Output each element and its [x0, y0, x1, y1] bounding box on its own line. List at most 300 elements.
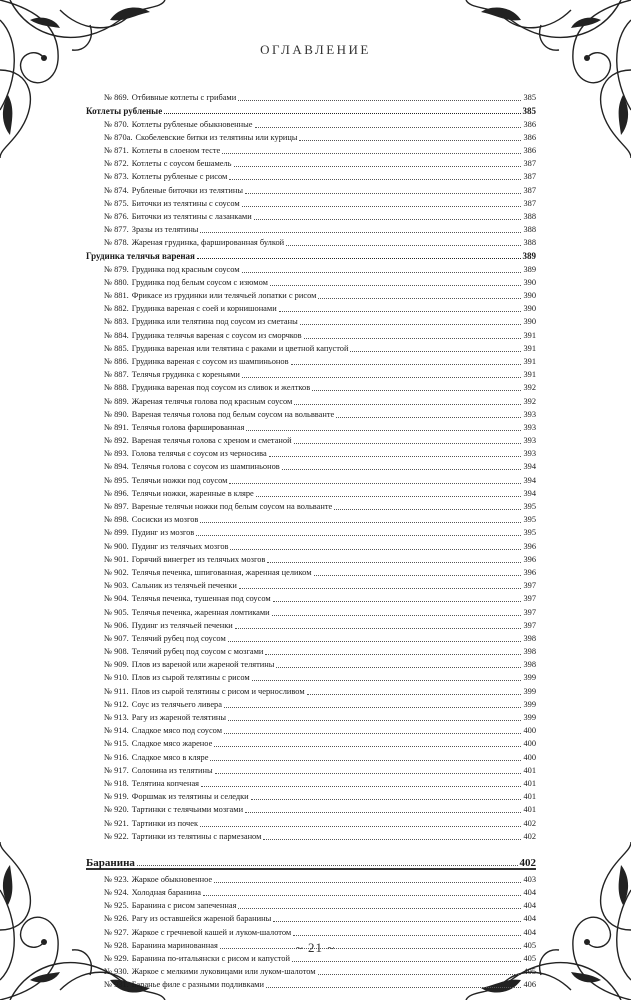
recipe-title: Жаркое с гречневой кашей и луком-шалотом — [131, 927, 292, 937]
dot-leader — [197, 258, 521, 259]
dot-leader — [252, 680, 522, 681]
recipe-title: Грудинка вареная под соусом из сливок и желтков — [131, 383, 311, 393]
page-ref: 397 — [523, 594, 536, 604]
dot-leader — [222, 153, 521, 154]
recipe-number: № 905. — [104, 607, 129, 617]
recipe-title: Скобелевские битки из телятины или курицы — [135, 132, 298, 142]
toc-entry[interactable] — [86, 472, 536, 485]
toc-entry[interactable] — [86, 209, 536, 222]
toc-entry[interactable] — [86, 116, 536, 129]
recipe-title: Зразы из телятины — [131, 225, 199, 235]
page-ref: 396 — [523, 554, 536, 564]
dot-leader — [214, 882, 521, 883]
section-title: Баранина — [86, 856, 135, 869]
recipe-number: № 882. — [104, 304, 129, 314]
recipe-title: Фрикасе из грудинки или телячьей лопатки с рисом — [131, 291, 317, 300]
dot-leader — [200, 826, 521, 827]
page-ref: 393 — [523, 436, 536, 446]
page-ref: 398 — [523, 633, 536, 643]
recipe-title: Вареные телячьи ножки под белым соусом на вольванте — [131, 502, 333, 511]
toc-entry[interactable] — [86, 380, 536, 393]
recipe-number: № 901. — [104, 554, 129, 564]
recipe-number: № 912. — [104, 699, 129, 709]
toc-entry[interactable] — [86, 446, 536, 459]
toc-entry[interactable] — [86, 235, 536, 248]
recipe-number: № 922. — [104, 831, 129, 841]
toc-entry[interactable] — [86, 604, 536, 617]
toc-entry[interactable] — [86, 911, 536, 924]
recipe-title: Грудинка вареная или телятина с раками и цветной капустой — [131, 343, 349, 353]
recipe-number: № 874. — [104, 185, 129, 195]
page-ref: 394 — [523, 488, 536, 498]
dot-leader — [336, 417, 521, 418]
dot-leader — [203, 895, 522, 896]
toc-entry[interactable] — [86, 314, 536, 327]
toc-entry[interactable] — [86, 512, 536, 525]
page-ref: 400 — [523, 726, 536, 736]
toc-entry[interactable] — [86, 591, 536, 604]
page-ref: 386 — [523, 119, 536, 129]
toc-entry[interactable] — [86, 222, 536, 235]
dot-leader — [256, 496, 522, 497]
page-ref: 388 — [523, 225, 536, 235]
recipe-title: Телятина копченая — [131, 778, 200, 788]
table-of-contents — [86, 90, 536, 990]
recipe-number: № 929. — [104, 954, 129, 963]
recipe-number: № 927. — [104, 927, 129, 937]
recipe-number: № 875. — [104, 198, 129, 208]
page-ref: 396 — [523, 567, 536, 577]
dot-leader — [228, 720, 521, 721]
dot-leader — [230, 549, 521, 550]
toc-entry[interactable] — [86, 90, 536, 103]
dot-leader — [314, 575, 522, 576]
dot-leader — [263, 839, 521, 840]
page-ref: 405 — [523, 954, 536, 963]
page-ref: 386 — [523, 132, 536, 142]
recipe-title: Грудинка под красным соусом — [131, 264, 240, 274]
section-title: Грудинка телячья вареная — [86, 251, 195, 262]
dot-leader — [224, 733, 521, 734]
toc-entry[interactable] — [86, 261, 536, 274]
dot-leader — [246, 430, 521, 431]
toc-entry[interactable] — [86, 885, 536, 898]
dot-leader — [267, 562, 521, 563]
toc-entry[interactable] — [86, 829, 536, 842]
toc-entry[interactable] — [86, 420, 536, 433]
page-ref: 395 — [523, 502, 536, 511]
toc-entry[interactable] — [86, 301, 536, 314]
dot-leader — [196, 535, 521, 536]
page-ref: 390 — [523, 317, 536, 327]
recipe-title: Отбивные котлеты с грибами — [131, 93, 237, 103]
dot-leader — [201, 786, 521, 787]
recipe-title: Биточки из телятины с соусом — [131, 198, 240, 208]
toc-entry[interactable] — [86, 354, 536, 367]
toc-section[interactable] — [86, 248, 536, 261]
page-ref: 404 — [523, 888, 536, 898]
recipe-number: № 879. — [104, 264, 129, 274]
toc-entry[interactable] — [86, 977, 536, 990]
toc-entry[interactable] — [86, 736, 536, 749]
recipe-title: Тартинки из телятины с пармезаном — [131, 831, 262, 841]
dot-leader — [229, 483, 521, 484]
recipe-title: Сосиски из мозгов — [131, 515, 199, 525]
recipe-number: № 921. — [104, 818, 129, 828]
recipe-number: № 915. — [104, 739, 129, 749]
recipe-number: № 930. — [104, 967, 129, 977]
toc-entry[interactable] — [86, 459, 536, 472]
recipe-title: Телячья печенка, шпигованная, жаренная целиком — [131, 567, 312, 577]
toc-entry[interactable] — [86, 776, 536, 789]
page-ref: 394 — [523, 462, 536, 472]
recipe-number: № 883. — [104, 317, 129, 327]
page-ref: 398 — [523, 647, 536, 657]
recipe-number: № 910. — [104, 673, 129, 683]
dot-leader — [200, 232, 521, 233]
recipe-title: Пудинг из телячьих мозгов — [131, 541, 229, 551]
page-ref: 399 — [523, 673, 536, 683]
recipe-title: Пудинг из телячьей печенки — [131, 620, 233, 630]
dot-leader — [276, 667, 521, 668]
recipe-number: № 885. — [104, 343, 129, 353]
recipe-title: Жаркое с мелкими луковицами или луком-шалотом — [131, 967, 316, 977]
dot-leader — [318, 974, 522, 975]
recipe-title: Телячья печенка, жаренная ломтиками — [131, 607, 270, 617]
page-ref: 397 — [523, 607, 536, 617]
toc-entry[interactable] — [86, 196, 536, 209]
recipe-number: № 886. — [104, 356, 129, 366]
recipe-number: № 926. — [104, 914, 129, 924]
page-ref: 393 — [523, 449, 536, 459]
dot-leader — [272, 615, 522, 616]
page-ref: 399 — [523, 699, 536, 709]
recipe-title: Рагу из оставшейся жареной баранины — [131, 914, 272, 924]
toc-entry[interactable] — [86, 924, 536, 937]
page-ref: 404 — [523, 927, 536, 937]
recipe-number: № 895. — [104, 475, 129, 485]
page-ref: 396 — [523, 541, 536, 551]
page-ref: 402 — [523, 831, 536, 841]
recipe-number: № 877. — [104, 225, 129, 235]
chapter-rule — [86, 868, 536, 870]
toc-entry[interactable] — [86, 789, 536, 802]
dot-leader — [242, 272, 522, 273]
page-ref: 405 — [523, 967, 536, 977]
page-ref: 395 — [523, 515, 536, 525]
section-title: Котлеты рубленые — [86, 106, 163, 117]
recipe-title: Баранина по-итальянски с рисом и капустой — [131, 954, 290, 963]
recipe-number: № 916. — [104, 752, 129, 762]
page-ref: 402 — [523, 818, 536, 828]
recipe-number: № 904. — [104, 594, 129, 604]
recipe-number: № 903. — [104, 581, 129, 591]
dot-leader — [299, 140, 521, 141]
dot-leader — [245, 812, 521, 813]
dot-leader — [238, 100, 521, 101]
recipe-title: Вареная телячья голова с хреном и сметаной — [131, 436, 292, 446]
toc-entry[interactable] — [86, 898, 536, 911]
dot-leader — [235, 628, 522, 629]
recipe-title: Телячьи ножки, жаренные в кляре — [131, 488, 254, 498]
recipe-title: Телячий рубец под соусом — [131, 633, 226, 643]
toc-entry[interactable] — [86, 327, 536, 340]
toc-entry[interactable] — [86, 182, 536, 195]
recipe-title: Баранина маринованная — [131, 940, 218, 950]
recipe-title: Жаркое обыкновенное — [131, 874, 213, 884]
dot-leader — [350, 351, 521, 352]
dot-leader — [282, 469, 522, 470]
toc-entry[interactable] — [86, 749, 536, 762]
toc-entry[interactable] — [86, 872, 536, 885]
recipe-title: Рубленые биточки из телятины — [131, 185, 244, 195]
dot-leader — [279, 311, 522, 312]
recipe-number: № 923. — [104, 874, 129, 884]
toc-chapter[interactable] — [86, 850, 536, 868]
recipe-number: № 919. — [104, 792, 129, 802]
recipe-title: Баранина с рисом запеченная — [131, 901, 237, 911]
dot-leader — [215, 773, 522, 774]
toc-entry[interactable] — [86, 538, 536, 551]
chapter-spacer — [86, 842, 536, 850]
toc-entry[interactable] — [86, 697, 536, 710]
dot-leader — [334, 509, 521, 510]
toc-entry[interactable] — [86, 275, 536, 288]
recipe-title: Котлеты в слоеном тесте — [131, 145, 221, 155]
recipe-number: № 907. — [104, 633, 129, 643]
recipe-number: № 888. — [104, 383, 129, 393]
recipe-title: Телячья печенка, тушенная под соусом — [131, 594, 271, 604]
recipe-number: № 924. — [104, 888, 129, 898]
dot-leader — [318, 298, 521, 299]
dot-leader — [164, 113, 520, 114]
dot-leader — [304, 338, 522, 339]
dot-leader — [273, 921, 521, 922]
toc-entry[interactable] — [86, 964, 536, 977]
recipe-number: № 899. — [104, 528, 129, 538]
dot-leader — [242, 377, 522, 378]
page-ref: 385 — [522, 106, 536, 117]
recipe-title: Соус из телячьего ливера — [131, 699, 222, 709]
page-ref: 406 — [523, 980, 536, 990]
dot-leader — [210, 760, 521, 761]
dot-leader — [291, 364, 522, 365]
recipe-number: № 913. — [104, 713, 129, 722]
recipe-title: Горячий винегрет из телячьих мозгов — [131, 554, 266, 564]
toc-entry[interactable] — [86, 763, 536, 776]
page-ref: 395 — [523, 528, 536, 538]
page-ref: 401 — [523, 792, 536, 802]
page-ref: 385 — [523, 93, 536, 103]
page-ref: 387 — [523, 185, 536, 195]
toc-entry[interactable] — [86, 525, 536, 538]
toc-entry[interactable] — [86, 407, 536, 420]
page-ref: 387 — [523, 198, 536, 208]
toc-entry[interactable] — [86, 723, 536, 736]
toc-entry[interactable] — [86, 367, 536, 380]
recipe-number: № 920. — [104, 805, 129, 815]
recipe-number: № 898. — [104, 515, 129, 525]
dot-leader — [286, 245, 521, 246]
recipe-title: Жареная телячья голова под красным соусом — [131, 396, 293, 406]
toc-entry[interactable] — [86, 486, 536, 499]
recipe-title: Котлеты рубленые с рисом — [131, 172, 228, 182]
recipe-number: № 893. — [104, 449, 129, 459]
page-ref: 390 — [523, 277, 536, 287]
page-ref: 401 — [523, 805, 536, 815]
recipe-number: № 909. — [104, 660, 129, 670]
dot-leader — [312, 390, 521, 391]
recipe-number: № 931. — [104, 980, 129, 990]
recipe-title: Грудинка или телятина под соусом из сметаны — [131, 317, 298, 327]
recipe-number: № 894. — [104, 462, 129, 472]
toc-entry[interactable] — [86, 552, 536, 565]
page-ref: 390 — [523, 291, 536, 300]
page-ref: 392 — [523, 396, 536, 406]
toc-entry[interactable] — [86, 393, 536, 406]
toc-entry[interactable] — [86, 156, 536, 169]
page-number: ~ 21 ~ — [295, 940, 336, 955]
recipe-title: Сладкое мясо в кляре — [131, 752, 209, 762]
recipe-title: Сладкое мясо под соусом — [131, 726, 222, 736]
page-ref: 404 — [523, 901, 536, 911]
toc-entry[interactable] — [86, 657, 536, 670]
dot-leader — [229, 179, 521, 180]
toc-entry[interactable] — [86, 644, 536, 657]
dot-leader — [292, 961, 521, 962]
recipe-number: № 878. — [104, 238, 129, 248]
page-ref: 386 — [523, 145, 536, 155]
recipe-title: Грудинка вареная с соей и корнишонами — [131, 304, 277, 314]
dot-leader — [224, 707, 521, 708]
page-ref: 391 — [523, 343, 536, 353]
recipe-title: Тартинки с телячьими мозгами — [131, 805, 244, 815]
dot-leader — [294, 404, 521, 405]
recipe-title: Грудинка под белым соусом с изюмом — [131, 277, 268, 287]
toc-entry[interactable] — [86, 631, 536, 644]
recipe-number: № 891. — [104, 422, 129, 432]
page-ref: 388 — [523, 238, 536, 248]
recipe-title: Баранье филе с разными подливками — [131, 980, 264, 990]
dot-leader — [269, 456, 522, 457]
page-ref: 393 — [523, 422, 536, 432]
page-ref: 391 — [523, 370, 536, 380]
toc-entry[interactable] — [86, 565, 536, 578]
toc-entry[interactable] — [86, 578, 536, 591]
recipe-number: № 902. — [104, 567, 129, 577]
recipe-number: № 917. — [104, 765, 129, 775]
recipe-number: № 880. — [104, 277, 129, 287]
recipe-title: Плов из сырой телятины с рисом — [131, 673, 250, 683]
recipe-title: Телячьи ножки под соусом — [131, 475, 228, 485]
dot-leader — [255, 127, 522, 128]
toc-entry[interactable] — [86, 143, 536, 156]
toc-entry[interactable] — [86, 802, 536, 815]
toc-entry[interactable] — [86, 618, 536, 631]
recipe-number: № 906. — [104, 620, 129, 630]
toc-entry[interactable] — [86, 130, 536, 143]
toc-entry[interactable] — [86, 433, 536, 446]
dot-leader — [239, 588, 522, 589]
recipe-title: Котлеты с соусом бешамель — [131, 159, 232, 169]
recipe-title: Грудинка вареная с соусом из шампиньонов — [131, 356, 289, 366]
dot-leader — [266, 987, 521, 988]
page-ref: 391 — [523, 356, 536, 366]
page-ref: 391 — [523, 330, 536, 340]
recipe-title: Плов из сырой телятины с рисом и черносливом — [131, 686, 305, 696]
toc-entry[interactable] — [86, 670, 536, 683]
page-ref: 400 — [523, 752, 536, 762]
page-ref: 389 — [522, 251, 536, 262]
recipe-title: Голова телячья с соусом из черносива — [131, 449, 267, 459]
recipe-title: Форшмак из телятины и селедки — [131, 792, 249, 802]
recipe-title: Холодная баранина — [131, 888, 201, 898]
dot-leader — [307, 694, 522, 695]
page-ref: 389 — [523, 264, 536, 274]
recipe-title: Рагу из жареной телятины — [131, 713, 227, 722]
recipe-number: № 896. — [104, 488, 129, 498]
page-ref: 401 — [523, 778, 536, 788]
page-ref: 404 — [523, 914, 536, 924]
toc-entry[interactable] — [86, 499, 536, 512]
recipe-number: № 887. — [104, 370, 129, 380]
page-ref: 397 — [523, 620, 536, 630]
toc-section[interactable] — [86, 103, 536, 116]
page-ref: 405 — [523, 940, 536, 950]
toc-entry[interactable] — [86, 710, 536, 723]
recipe-number: № 869. — [104, 93, 129, 103]
page-ref: 393 — [523, 409, 536, 419]
recipe-title: Сальник из телячьей печенки — [131, 581, 237, 591]
recipe-number: № 884. — [104, 330, 129, 340]
recipe-number: № 872. — [104, 159, 129, 169]
recipe-number: № 890. — [104, 409, 129, 419]
recipe-title: Биточки из телятины с лазанками — [131, 211, 252, 221]
recipe-title: Котлеты рубленые обыкновенные — [131, 119, 253, 129]
recipe-number: № 870а. — [104, 132, 133, 142]
toc-entry[interactable] — [86, 169, 536, 182]
recipe-number: № 876. — [104, 211, 129, 221]
dot-leader — [234, 166, 522, 167]
dot-leader — [254, 219, 522, 220]
page-ref: 387 — [523, 172, 536, 182]
toc-entry[interactable] — [86, 683, 536, 696]
page-ref: 392 — [523, 383, 536, 393]
recipe-title: Телячья грудинка с кореньями — [131, 370, 240, 380]
page-ref: 390 — [523, 304, 536, 314]
page-ref: 398 — [523, 660, 536, 670]
recipe-number: № 870. — [104, 119, 129, 129]
page-ref: 399 — [523, 713, 536, 722]
dot-leader — [137, 865, 518, 866]
recipe-title: Телячья голова с соусом из шампиньонов — [131, 462, 280, 472]
recipe-title: Телячья голова фаршированная — [131, 422, 245, 432]
recipe-title: Сладкое мясо жареное — [131, 739, 213, 749]
recipe-title: Грудинка телячья вареная с соусом из сморчков — [131, 330, 302, 340]
recipe-number: № 918. — [104, 778, 129, 788]
recipe-number: № 873. — [104, 172, 129, 182]
toc-entry[interactable] — [86, 341, 536, 354]
recipe-number: № 908. — [104, 647, 129, 657]
recipe-number: № 925. — [104, 901, 129, 911]
toc-entry[interactable] — [86, 815, 536, 828]
recipe-number: № 897. — [104, 502, 129, 511]
recipe-number: № 889. — [104, 396, 129, 406]
recipe-title: Пудинг из мозгов — [131, 528, 195, 538]
dot-leader — [242, 206, 522, 207]
toc-entry[interactable] — [86, 288, 536, 301]
recipe-title: Жареная грудинка, фаршированная булкой — [131, 238, 285, 248]
